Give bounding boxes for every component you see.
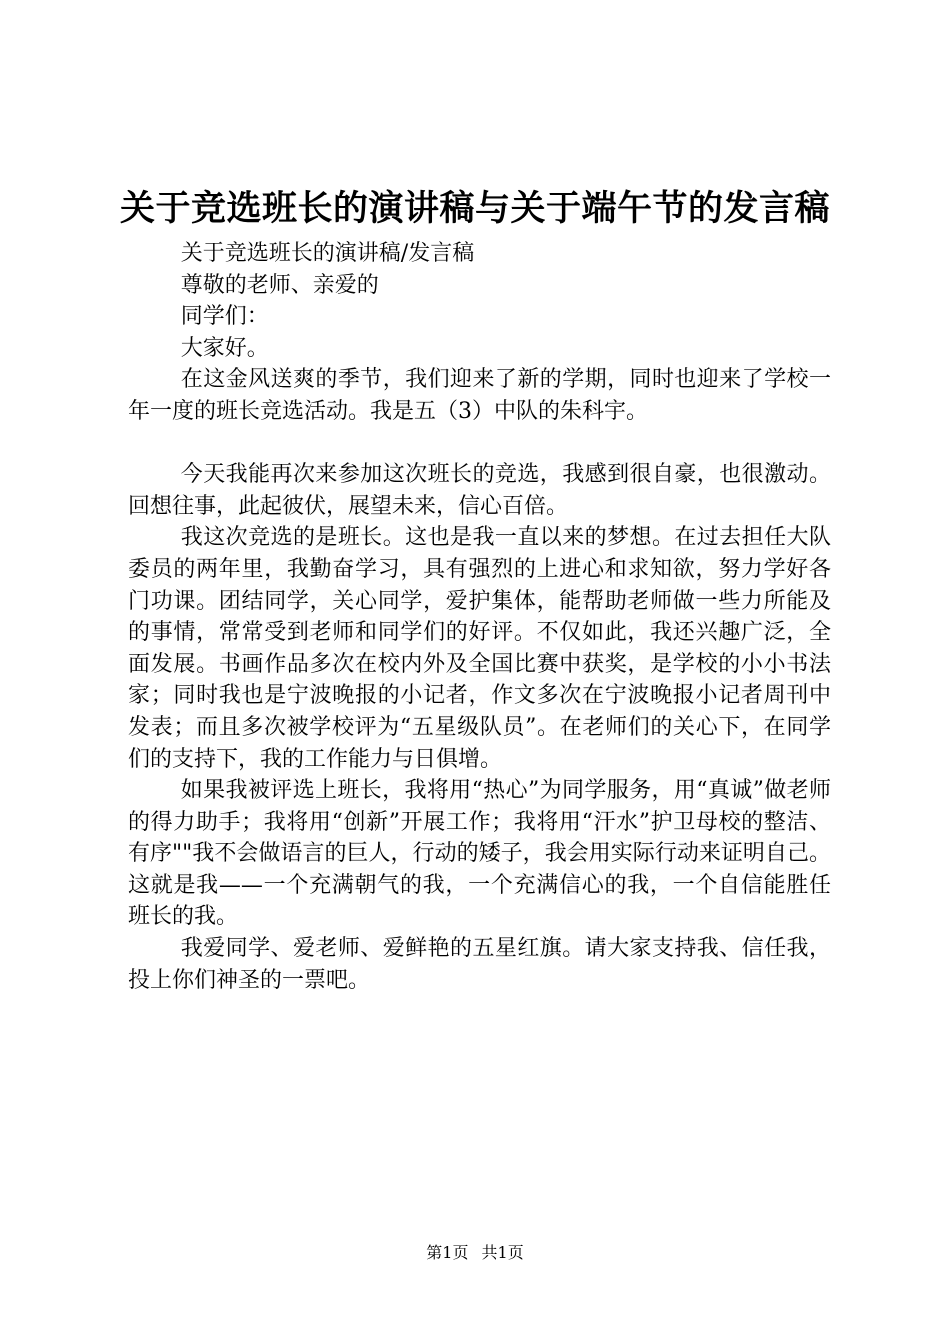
- paragraph-subtitle: 关于竞选班长的演讲稿/发言稿: [180, 241, 475, 266]
- page-footer: [0, 1242, 950, 1264]
- page-number: 第1页: [426, 1243, 469, 1262]
- paragraph-intro: 在这金风送爽的季节，我们迎来了新的学期，同时也迎来了学校一年一度的班长竞选活动。我是五（3）中队的朱科宇。: [128, 367, 831, 424]
- paragraph-closing: 我爱同学、爱老师、爱鲜艳的五星红旗。请大家支持我、信任我，投上你们神圣的一票吧。: [128, 936, 831, 993]
- paragraph-promise: 如果我被评选上班长，我将用“热心”为同学服务，用“真诚”做老师的得力助手；我将用“创新”开展工作；我将用“汗水”护卫母校的整洁、有序""我不会做语言的巨人，行动的矮子，我会用实际行动来证明自己。这就是我——一个充满朝气的我，一个充满信心的我，一个自信能胜任班长的我。: [128, 778, 831, 930]
- page-count: 共1页: [481, 1243, 524, 1262]
- paragraph-feeling: 今天我能再次来参加这次班长的竞选，我感到很自豪，也很激动。回想往事，此起彼伏，展望未来，信心百倍。: [128, 462, 831, 519]
- document-body: [128, 238, 831, 996]
- paragraph-salutation-2: 同学们：: [180, 304, 269, 330]
- paragraph-greeting: 大家好。: [180, 335, 269, 361]
- document-title: 关于竞选班长的演讲稿与关于端午节的发言稿: [119, 189, 830, 229]
- paragraph-salutation-1: 尊敬的老师、亲爱的: [180, 272, 379, 298]
- paragraph-experience: 我这次竞选的是班长。这也是我一直以来的梦想。在过去担任大队委员的两年里，我勤奋学习，具有强烈的上进心和求知欲，努力学好各门功课。团结同学，关心同学，爱护集体，能帮助老师做一些力所能及的事情，常常受到老师和同学们的好评。不仅如此，我还兴趣广泛，全面发展。书画作品多次在校内外及全国比赛中获奖，是学校的小小书法家；同时我也是宁波晚报的小记者，作文多次在宁波晚报小记者周刊中发表；而且多次被学校评为“五星级队员”。在老师们的关心下，在同学们的支持下，我的工作能力与日俱增。: [128, 525, 831, 772]
